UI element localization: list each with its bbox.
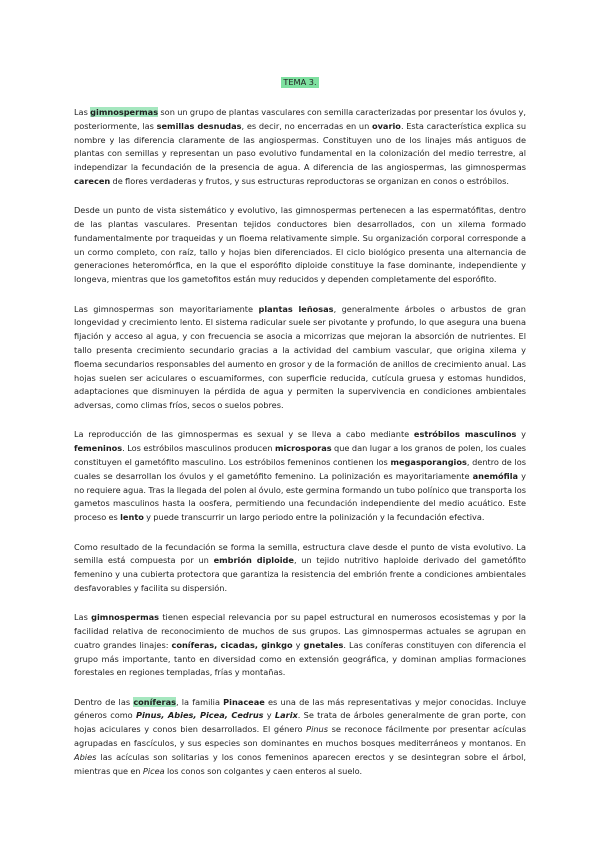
term-carecen: carecen: [74, 175, 111, 186]
term-abies: Abies: [74, 751, 97, 762]
term-lento: lento: [120, 512, 144, 523]
paragraph-6: Las gimnospermas tienen especial relevancia por su papel estructural en numerosos ecosistemas y por la facilidad relativa de reconocimiento de muchos de sus grupos. Las gimnospermas actuales se agrupan en cuatro grandes linajes: coníferas, cicadas, ginkgo y gnetales. Las coníferas constituyen con diferencia el grupo más importante, tanto en diversidad como en extensión geográfica, y dominan amplias formaciones forestales en regiones templadas, frías y montañas.: [74, 612, 526, 678]
term-embrion-diploide: embrión diploide: [213, 555, 294, 566]
paragraph-4: La reproducción de las gimnospermas es sexual y se lleva a cabo mediante estróbilos masculinos y femeninos. Los estróbilos masculinos producen microsporas que dan lugar a los granos de polen, los cuales constituyen el gametófito masculino. Los estróbilos femeninos contienen los megasporangios, dentro de los cuales se desarrollan los óvulos y el gametófito femenino. La polinización es mayoritariamente anemófila y no requiere agua. Tras la llegada del polen al óvulo, este germina formando un tubo polínico que transporta los gametos masculinos hasta la oosfera, permitiendo una fecundación independiente del medio acuático. Este proceso es lento y puede transcurrir un largo periodo entre la polinización y la fecundación efectiva.: [74, 429, 527, 523]
term-ovario: ovario: [371, 120, 401, 131]
term-gimnospermas-2: gimnospermas: [91, 612, 160, 623]
term-linajes: coníferas, cicadas, ginkgo: [171, 639, 293, 650]
term-pinus: Pinus: [306, 724, 328, 735]
paragraph-3: Las gimnospermas son mayoritariamente plantas leñosas, generalmente árboles o arbustos de gran longevidad y crecimiento lento. El sistema radicular suele ser pivotante y profundo, lo que asegura una buena fijación y acceso al agua, y con frecuencia se asocia a micorrizas que mejoran la absorción de nutrientes. El tallo presenta crecimiento secundario gracias a la actividad del cambium vascular, que origina xilema y floema secundarios responsables del aumento en grosor y de la formación de anillos de crecimiento anual. Las hojas suelen ser aciculares o escuamiformes, con superficie reducida, cutícula gruesa y estomas hundidos, adaptaciones que disminuyen la pérdida de agua y permiten la supervivencia en condiciones ambientales adversas, como climas fríos, secos o suelos pobres.: [74, 303, 526, 411]
paragraph-7: Dentro de las coníferas, la familia Pinaceae es una de las más representativas y mejor conocidas. Incluye géneros como Pinus, Abies, Picea, Cedrus y Larix. Se trata de árboles generalmente de gran porte, con hojas aciculares y conos bien desarrollados. El género Pinus se reconoce fácilmente por presentar acículas agrupadas en fascículos, y sus especies son dominantes en muchos bosques mediterráneos y montanos. En Abies las acículas son solitarias y los conos femeninos aparecen erectos y se desintegran sobre el árbol, mientras que en Picea los conos son colgantes y caen enteros al suelo.: [74, 696, 526, 776]
paragraph-1: Las gimnospermas son un grupo de plantas vasculares con semilla caracterizadas por presentar los óvulos y, posteriormente, las semillas desnudas, es decir, no encerradas en un ovario. Esta característica explica su nombre y las diferencia claramente de las angiospermas. Constituyen uno de los linajes más antiguos de plantas con semillas y representan un paso evolutivo fundamental en la colonización del medio terrestre, al independizar la fecundación de la presencia de agua. A diferencia de las angiospermas, las gimnospermas carecen de flores verdaderas y frutos, y sus estructuras reproductoras se organizan en conos o estróbilos.: [74, 107, 527, 186]
term-generos: Pinus, Abies, Picea, Cedrus: [135, 710, 264, 721]
term-estrobilos-masculinos: estróbilos masculinos: [413, 429, 517, 440]
term-anemofila: anemófila: [472, 470, 519, 481]
paragraph-2: Desde un punto de vista sistemático y evolutivo, las gimnospermas pertenecen a las espermatófitas, dentro de las plantas vasculares. Presentan tejidos conductores bien desarrollados, con un xilema formado fundamentalmente por traqueidas y un floema relativamente simple. Su organización corporal corresponde a un cormo completo, con raíz, tallo y hojas bien diferenciados. El ciclo biológico presenta una alternancia de generaciones heteromórfica, en la que el esporófito diploide constituye la fase dominante, independiente y longeva, mientras que los gametofitos están muy reducidos y dependen completamente del esporófito.: [74, 205, 526, 285]
term-coniferas: coníferas: [133, 696, 176, 707]
term-plantas-lenosas: plantas leñosas: [258, 303, 334, 314]
term-semillas-desnudas: semillas desnudas: [156, 120, 242, 131]
title-row: [74, 70, 526, 89]
term-larix: Larix: [274, 710, 298, 721]
term-megasporangios: megasporangios: [390, 457, 467, 468]
term-pinaceae: Pinaceae: [223, 696, 265, 707]
term-picea: Picea: [142, 765, 165, 776]
term-femeninos: femeninos: [74, 443, 123, 454]
term-gimnospermas: gimnospermas: [90, 107, 159, 117]
paragraph-5: Como resultado de la fecundación se forma la semilla, estructura clave desde el punto de vista evolutivo. La semilla está compuesta por un embrión diploide, un tejido nutritivo haploide derivado del gametófito femenino y una cubierta protectora que garantiza la resistencia del embrión frente a condiciones ambientales desfavorables y facilita su dispersión.: [74, 541, 526, 593]
term-gnetales: gnetales: [303, 639, 344, 650]
term-microsporas: microsporas: [274, 443, 332, 454]
page-title: TEMA 3.: [283, 77, 317, 87]
